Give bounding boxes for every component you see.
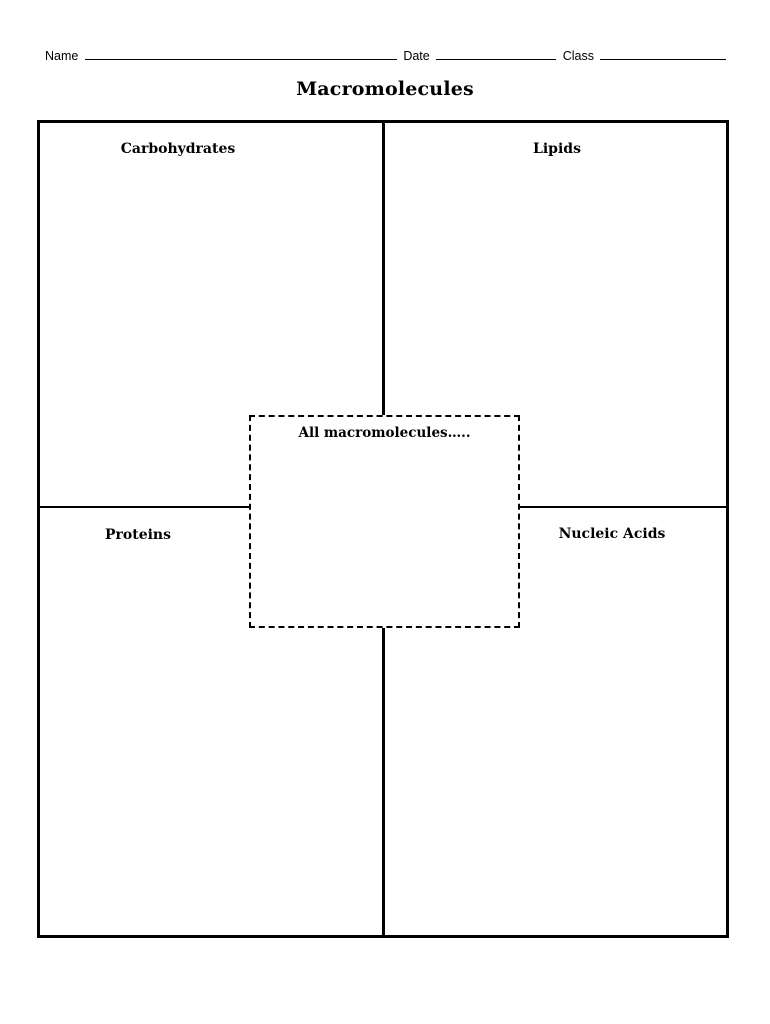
name-label: Name (45, 49, 79, 63)
all-macromolecules-label: All macromolecules….. (298, 425, 471, 441)
class-blank[interactable] (600, 47, 726, 60)
horizontal-divider-right (519, 506, 728, 508)
page-title: Macromolecules (296, 78, 474, 100)
lipids-heading: Lipids (533, 141, 581, 157)
date-label: Date (403, 49, 430, 63)
nucleic-acids-heading: Nucleic Acids (558, 526, 666, 542)
class-label: Class (562, 49, 594, 63)
carbohydrates-heading: Carbohydrates (120, 141, 236, 157)
student-info-line (45, 47, 735, 65)
vertical-divider-top (382, 121, 385, 417)
vertical-divider-bottom (382, 627, 385, 937)
name-blank[interactable] (85, 47, 397, 60)
proteins-heading: Proteins (105, 527, 171, 543)
all-macromolecules-box (249, 415, 520, 628)
horizontal-divider-left (38, 506, 250, 508)
date-blank[interactable] (436, 47, 556, 60)
